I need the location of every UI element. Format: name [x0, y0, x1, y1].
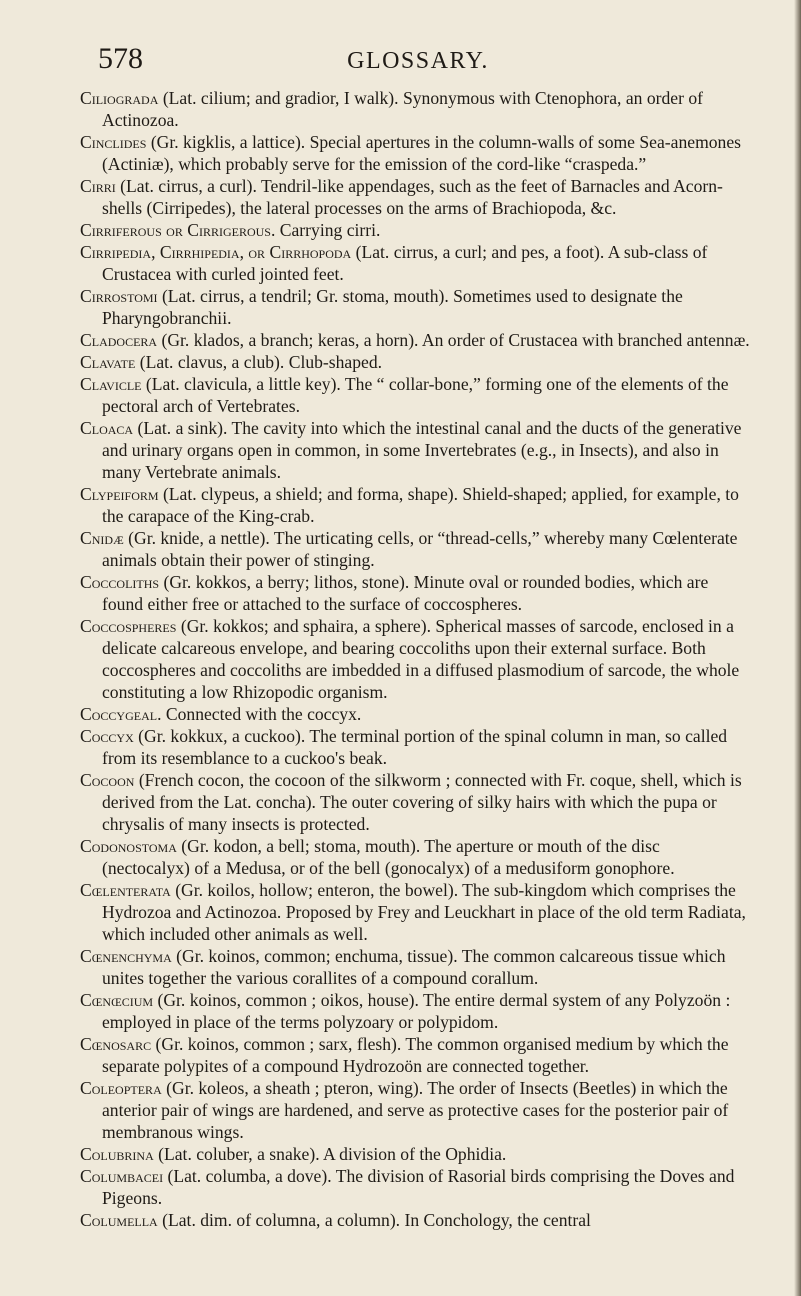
entry-term: Colubrina [80, 1144, 154, 1164]
entry-term: Cirriferous or Cirrigerous. [80, 220, 276, 240]
entry-term: Cœnosarc [80, 1034, 152, 1054]
entry-definition: (Lat. dim. of columna, a column). In Conchology, the central [162, 1210, 591, 1230]
glossary-entry [80, 879, 750, 945]
entry-term: Coccyx [80, 726, 134, 746]
entry-definition: (Gr. koinos, common ; sarx, flesh). The common organised medium by which the separate polypites of a compound Hydrozoön are connected together. [102, 1034, 729, 1076]
glossary-entry [80, 241, 750, 285]
entry-definition: (Lat. cilium; and gradior, I walk). Synonymous with Ctenophora, an order of Actinozoa. [102, 88, 703, 130]
entry-definition: (Gr. koleos, a sheath ; pteron, wing). The order of Insects (Beetles) in which the anterior pair of wings are hardened, and serve as protective cases for the posterior pair of membranous wings. [102, 1078, 729, 1142]
glossary-entry [80, 329, 750, 351]
entry-term: Columbacei [80, 1166, 164, 1186]
entry-definition: (Lat. cirrus, a curl; and pes, a foot). A sub-class of Crustacea with curled jointed feet. [102, 242, 708, 284]
entry-term: Clavate [80, 352, 136, 372]
entry-term: Cladocera [80, 330, 158, 350]
glossary-entry [80, 945, 750, 989]
glossary-entry [80, 87, 750, 131]
entry-term: Cloaca [80, 418, 134, 438]
entry-definition: (Gr. koinos, common; enchuma, tissue). The common calcareous tissue which unites together the various corallites of a compound corallum. [102, 946, 726, 988]
entry-definition: (Lat. cirrus, a curl). Tendril-like appendages, such as the feet of Barnacles and Acorn-shells (Cirripedes), the lateral processes on the arms of Brachiopoda, &c. [102, 176, 723, 218]
entry-definition: (Gr. klados, a branch; keras, a horn). An order of Crustacea with branched antennæ. [161, 330, 750, 350]
entry-definition: (Lat. clavus, a club). Club-shaped. [139, 352, 383, 372]
glossary-entry [80, 131, 750, 175]
glossary-entry [80, 373, 750, 417]
entry-definition: (Gr. kodon, a bell; stoma, mouth). The aperture or mouth of the disc (nectocalyx) of a Medusa, or of the bell (gonocalyx) of a medusiform gonophore. [102, 836, 675, 878]
entry-term: Cœnenchyma [80, 946, 172, 966]
entry-term: Cnidæ [80, 528, 124, 548]
glossary-entry [80, 527, 750, 571]
glossary-entry [80, 417, 750, 483]
entry-term: Cinclides [80, 132, 147, 152]
running-header [98, 42, 738, 82]
entry-definition: Carrying cirri. [279, 220, 381, 240]
entry-definition: (Gr. knide, a nettle). The urticating cells, or “thread-cells,” whereby many Cœlenterate animals obtain their power of stinging. [102, 528, 738, 570]
glossary-entry [80, 483, 750, 527]
glossary-entry [80, 1143, 750, 1165]
entry-term: Cœnœcium [80, 990, 154, 1010]
page-edge-shadow [794, 0, 801, 1296]
page-title: GLOSSARY. [347, 48, 489, 74]
glossary-entry [80, 989, 750, 1033]
entry-term: Coccospheres [80, 616, 177, 636]
glossary-entry [80, 835, 750, 879]
entry-definition: (Lat. columba, a dove). The division of Rasorial birds comprising the Doves and Pigeons. [102, 1166, 735, 1208]
glossary-entry [80, 175, 750, 219]
glossary-entry [80, 769, 750, 835]
glossary-entry [80, 285, 750, 329]
glossary-entry [80, 1077, 750, 1143]
glossary-entry [80, 219, 750, 241]
entry-definition: (Gr. koinos, common ; oikos, house). The entire dermal system of any Polyzoön : employed in place of the terms polyzoary or polypidom. [102, 990, 731, 1032]
glossary-entry [80, 615, 750, 703]
entry-definition: (Lat. clypeus, a shield; and forma, shape). Shield-shaped; applied, for example, to the carapace of the King-crab. [102, 484, 739, 526]
glossary-entry [80, 1165, 750, 1209]
entry-definition: (Gr. kokkos, a berry; lithos, stone). Minute oval or rounded bodies, which are found either free or attached to the surface of coccospheres. [102, 572, 709, 614]
entry-term: Clypeiform [80, 484, 159, 504]
entry-definition: (French cocon, the cocoon of the silkworm ; connected with Fr. coque, shell, which is derived from the Lat. concha). The outer covering of silky hairs with which the pupa or chrysalis of many insects is protected. [102, 770, 742, 834]
entry-definition: (Gr. kokkos; and sphaira, a sphere). Spherical masses of sarcode, enclosed in a delicate calcareous envelope, and bearing coccoliths upon their external surface. Both coccospheres and coccoliths are imbedded in a diffused plasmodium of sarcode, the whole constituting a low Rhizopodic organism. [102, 616, 740, 702]
entry-term: Cirrostomi [80, 286, 158, 306]
entry-definition: (Gr. kokkux, a cuckoo). The terminal portion of the spinal column in man, so called from its resemblance to a cuckoo's beak. [102, 726, 728, 768]
glossary-entry [80, 1209, 750, 1231]
entry-term: Codonostoma [80, 836, 177, 856]
entry-term: Clavicle [80, 374, 142, 394]
glossary-entry [80, 351, 750, 373]
entry-term: Columella [80, 1210, 158, 1230]
entry-term: Cirripedia, Cirrhipedia, or Cirrhopoda [80, 242, 352, 262]
entry-term: Ciliograda [80, 88, 159, 108]
entry-definition: (Gr. kigklis, a lattice). Special apertures in the column-walls of some Sea-anemones (Actiniæ), which probably serve for the emission of the cord-like “craspeda.” [102, 132, 742, 174]
entry-definition: (Lat. cirrus, a tendril; Gr. stoma, mouth). Sometimes used to designate the Pharyngobranchii. [102, 286, 683, 328]
entry-definition: (Lat. coluber, a snake). A division of the Ophidia. [158, 1144, 507, 1164]
glossary-entry [80, 725, 750, 769]
entry-term: Cirri [80, 176, 116, 196]
entry-term: Cœlenterata [80, 880, 171, 900]
entry-term: Coccoliths [80, 572, 160, 592]
glossary-entry [80, 1033, 750, 1077]
entry-term: Coleoptera [80, 1078, 162, 1098]
entry-definition: (Gr. koilos, hollow; enteron, the bowel). The sub-kingdom which comprises the Hydrozoa and Actinozoa. Proposed by Frey and Leuckhart in place of the old term Radiata, which included other animals as well. [102, 880, 746, 944]
page-number: 578 [98, 42, 143, 75]
entry-definition: (Lat. clavicula, a little key). The “ collar-bone,” forming one of the elements of the pectoral arch of Vertebrates. [102, 374, 729, 416]
entry-definition: (Lat. a sink). The cavity into which the intestinal canal and the ducts of the generative and urinary organs open in common, in some Invertebrates (e.g., in Insects), and also in many Vertebrate animals. [102, 418, 742, 482]
glossary-entry [80, 703, 750, 725]
glossary-entry [80, 571, 750, 615]
entry-term: Cocoon [80, 770, 135, 790]
entry-definition: Connected with the coccyx. [165, 704, 362, 724]
entry-term: Coccygeal. [80, 704, 162, 724]
glossary-entries [80, 87, 750, 1231]
